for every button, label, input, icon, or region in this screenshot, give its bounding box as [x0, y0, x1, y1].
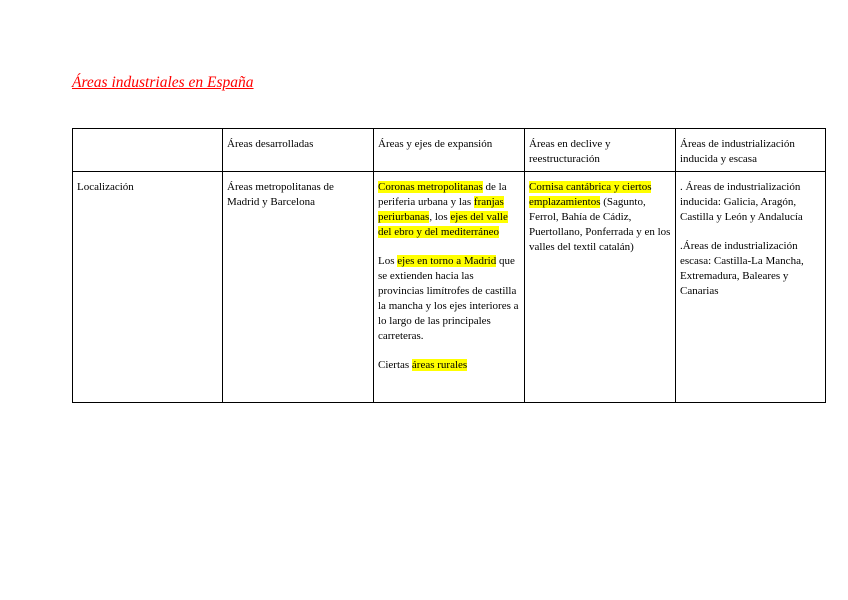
table-row-localizacion [73, 172, 826, 403]
expansion-paragraph-3 [378, 358, 520, 373]
industrial-areas-table [72, 128, 826, 403]
expansion-text: Los [378, 255, 398, 267]
header-cell-empty [73, 129, 223, 172]
table-header-row [73, 129, 826, 172]
highlight-areas-rurales: áreas rurales [411, 359, 468, 371]
header-cell-desarrolladas: Áreas desarrolladas [223, 129, 374, 172]
cell-declive [525, 172, 676, 403]
declive-text: (Sagunto, Ferrol, Bahía de Cádiz, Puertollano, Ponferrada y en los valles del textil catalán) [529, 196, 671, 253]
cell-inducida [676, 172, 826, 403]
expansion-text: de la periferia urbana y las [378, 181, 507, 208]
expansion-paragraph-1 [378, 180, 520, 240]
highlight-franjas: franjas periurbanas [378, 196, 504, 223]
header-cell-expansion: Áreas y ejes de expansión [374, 129, 525, 172]
highlight-ejes-ebro: ejes del valle del ebro y del mediterráneo [378, 211, 508, 238]
cell-desarrolladas: Áreas metropolitanas de Madrid y Barcelona [223, 172, 374, 403]
cell-expansion [374, 172, 525, 403]
expansion-text: Ciertas [378, 359, 412, 371]
inducida-paragraph: . Áreas de industrialización inducida: Galicia, Aragón, Castilla y León y Andalucía [680, 181, 803, 223]
declive-paragraph [529, 180, 671, 255]
header-cell-declive: Áreas en declive y reestructuración [525, 129, 676, 172]
highlight-ejes-madrid: ejes en torno a Madrid [397, 255, 497, 267]
escasa-paragraph: .Áreas de industrialización escasa: Castilla-La Mancha, Extremadura, Baleares y Canarias [680, 240, 804, 297]
highlight-cornisa: Cornisa cantábrica y ciertos emplazamientos [529, 181, 652, 208]
highlight-coronas: Coronas metropolitanas [378, 181, 483, 193]
document-title: Áreas industriales en España [72, 74, 254, 91]
expansion-text: , los [429, 211, 451, 223]
row-label-localizacion: Localización [73, 172, 223, 403]
header-cell-inducida: Áreas de industrialización inducida y escasa [676, 129, 826, 172]
expansion-paragraph-2 [378, 254, 520, 344]
expansion-text: que se extienden hacia las provincias limítrofes de castilla la mancha y los ejes interiores a lo largo de las principales carreteras. [378, 255, 519, 342]
